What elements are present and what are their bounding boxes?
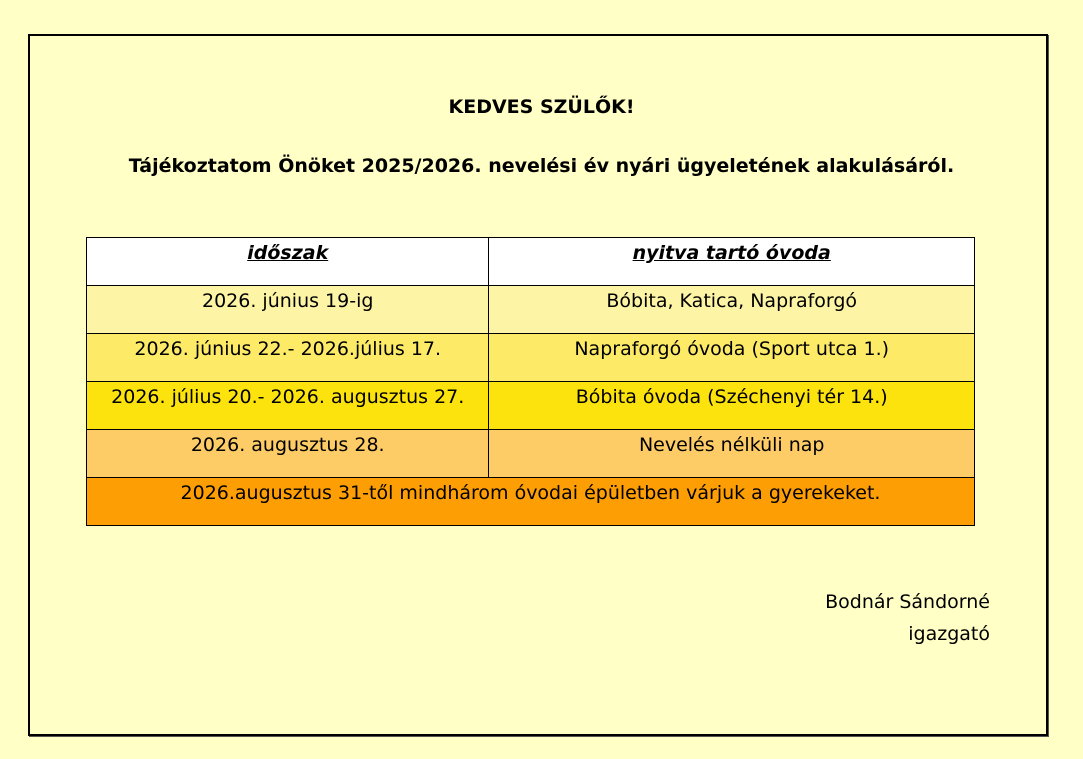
table-row (87, 286, 975, 334)
table-header-row (87, 238, 975, 286)
header-open-kindergarten: nyitva tartó óvoda (489, 238, 975, 286)
signature-block (825, 586, 990, 650)
period-cell: 2026. augusztus 28. (87, 430, 489, 478)
kindergarten-cell: Nevelés nélküli nap (489, 430, 975, 478)
table-row (87, 334, 975, 382)
signer-title: igazgató (908, 623, 990, 645)
table-footer-row (87, 478, 975, 526)
header-period: időszak (87, 238, 489, 286)
schedule-table (86, 237, 975, 526)
table-row (87, 430, 975, 478)
intro-text: Tájékoztatom Önöket 2025/2026. nevelési év nyári ügyeletének alakulásáról. (128, 155, 955, 177)
period-cell: 2026. június 22.- 2026.július 17. (87, 334, 489, 382)
period-cell: 2026. június 19-ig (87, 286, 489, 334)
footer-note-cell: 2026.augusztus 31-től mindhárom óvodai épületben várjuk a gyerekeket. (87, 478, 975, 526)
greeting-heading: KEDVES SZÜLŐK! (448, 96, 635, 118)
kindergarten-cell: Napraforgó óvoda (Sport utca 1.) (489, 334, 975, 382)
period-cell: 2026. július 20.- 2026. augusztus 27. (87, 382, 489, 430)
kindergarten-cell: Bóbita óvoda (Széchenyi tér 14.) (489, 382, 975, 430)
signer-name: Bodnár Sándorné (825, 591, 990, 613)
kindergarten-cell: Bóbita, Katica, Napraforgó (489, 286, 975, 334)
table-row (87, 382, 975, 430)
